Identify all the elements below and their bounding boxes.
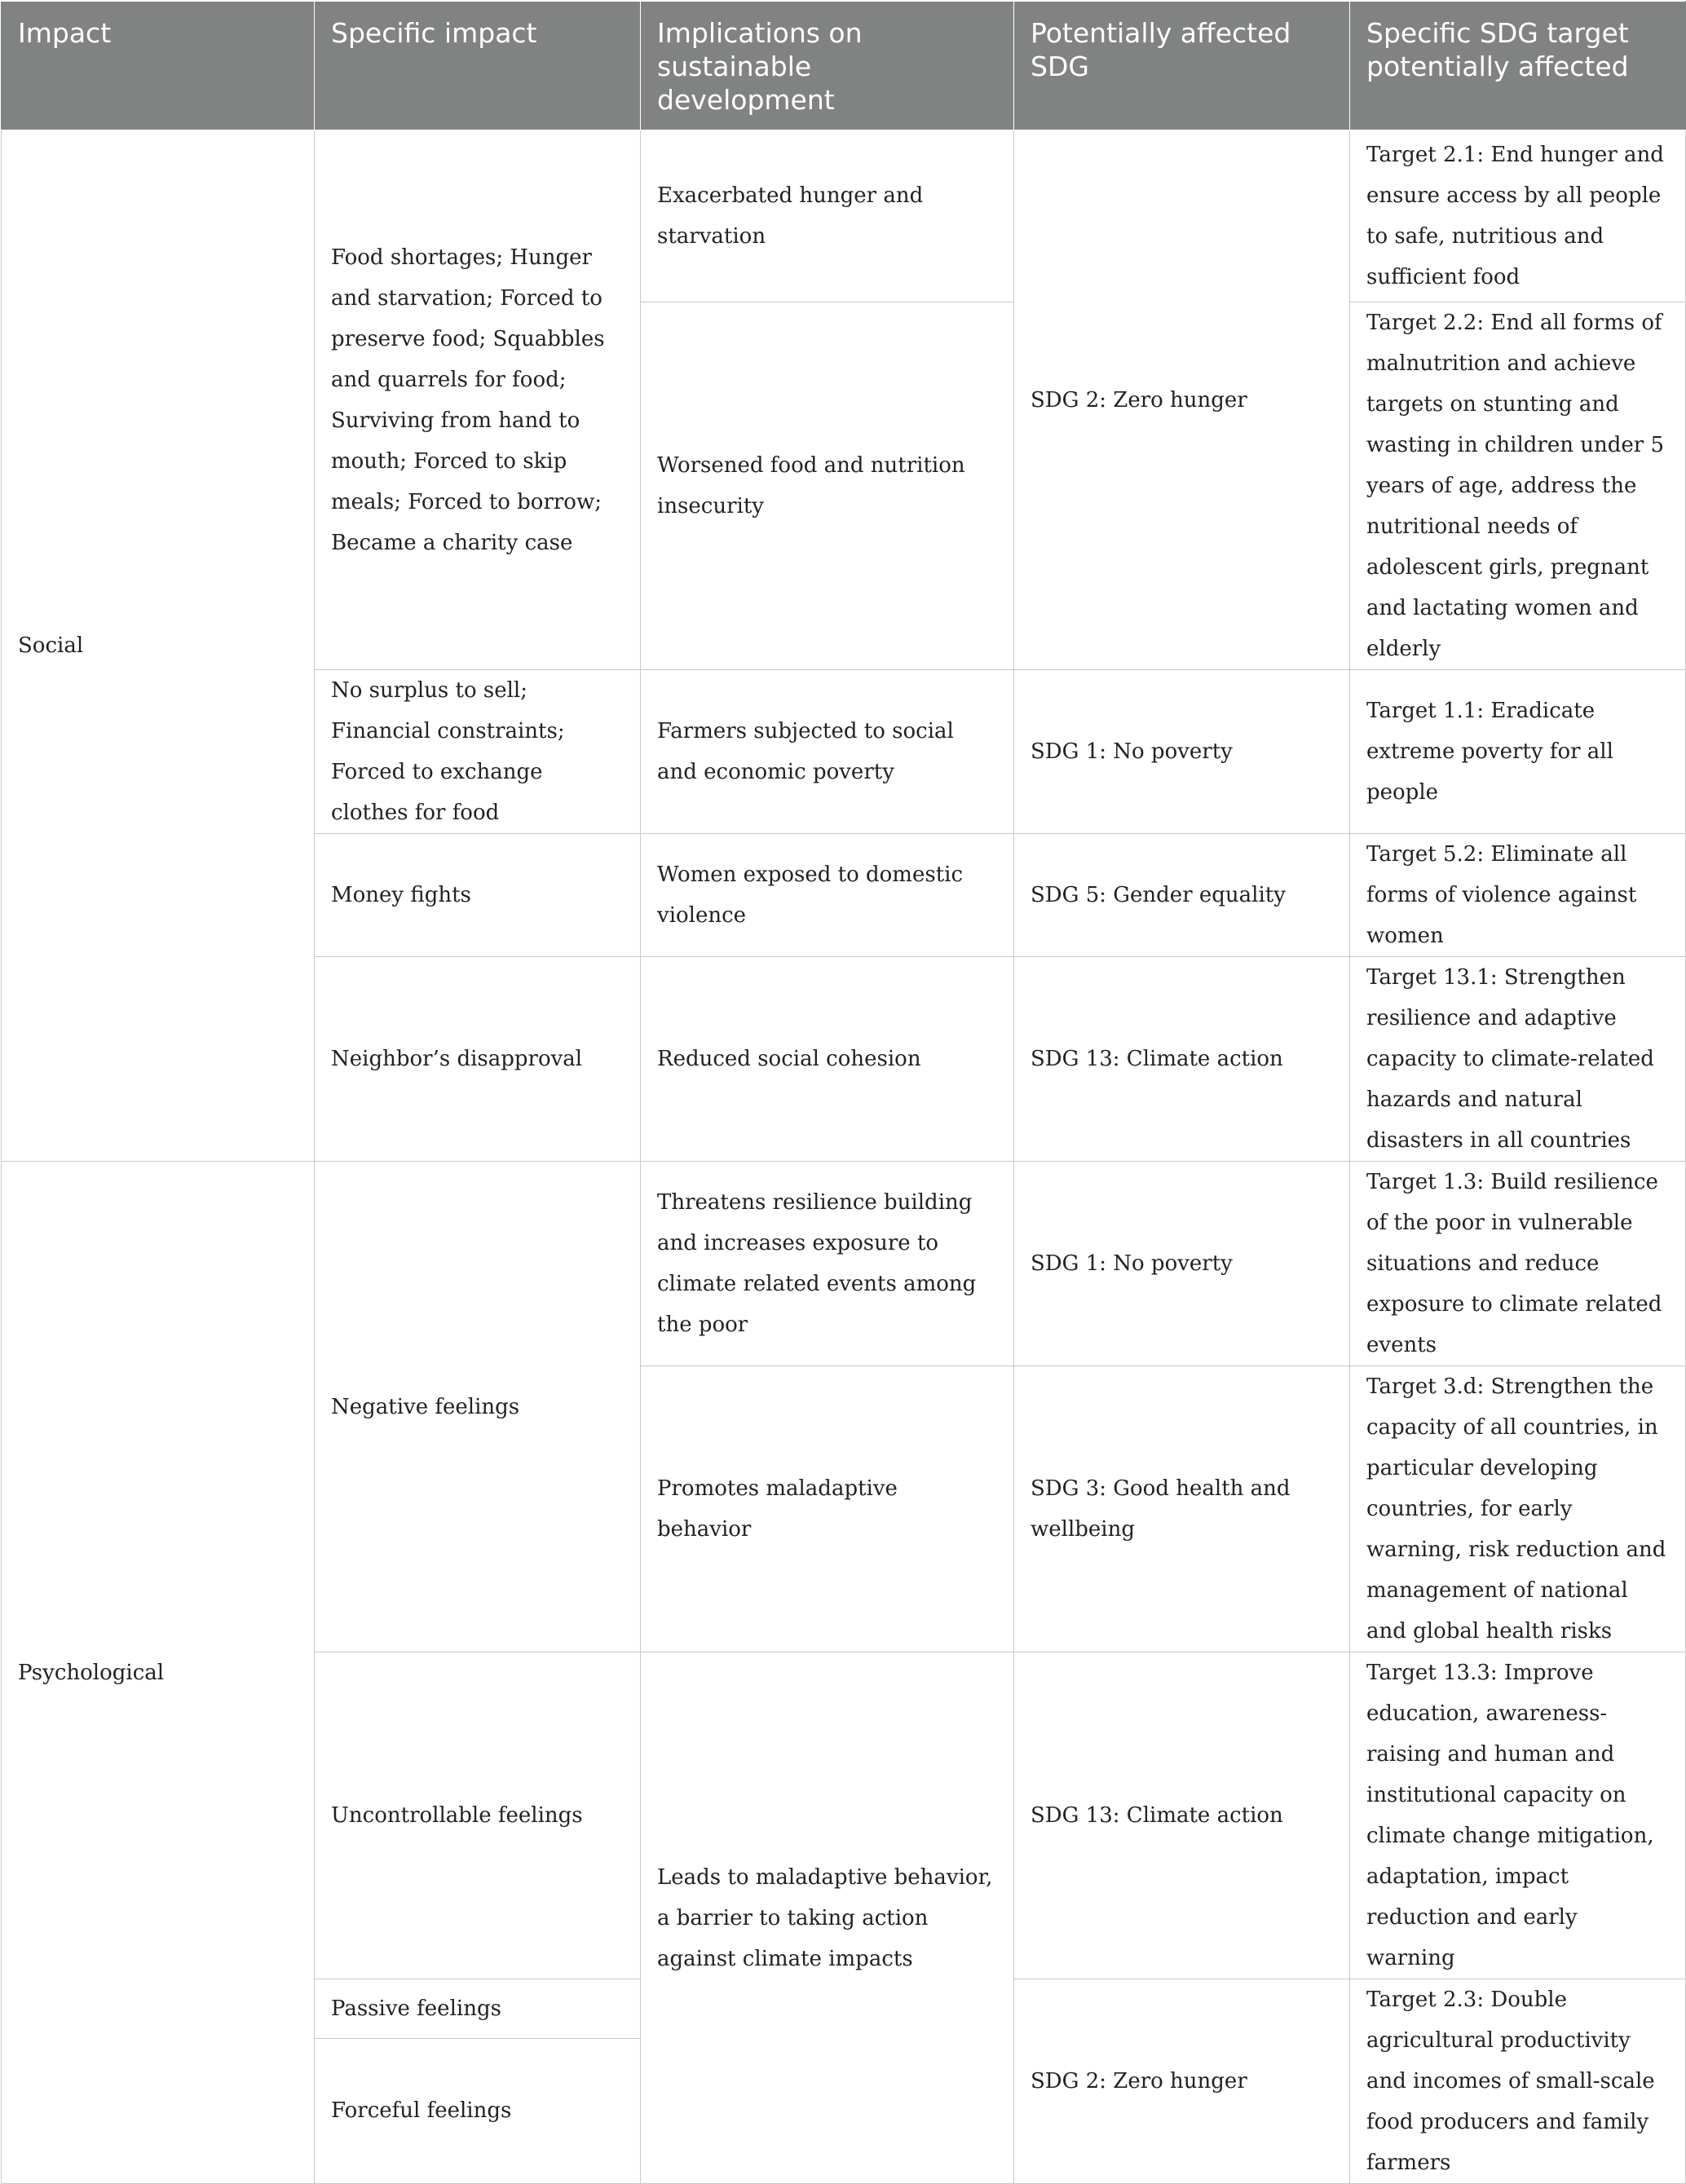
sdg-1-no-poverty: SDG 1: No poverty — [1014, 1162, 1350, 1366]
impact-social: Social — [2, 130, 315, 1162]
header-impact: Impact — [2, 2, 315, 130]
sdg-3-good-health: SDG 3: Good health and wellbeing — [1014, 1366, 1350, 1652]
specific-passive-feelings: Passive feelings — [315, 1979, 641, 2039]
target-2-1: Target 2.1: End hunger and ensure access by all people to safe, nutritious and sufficient food — [1350, 130, 1686, 302]
implication-nutrition: Worsened food and nutrition insecurity — [641, 302, 1014, 670]
target-3-d: Target 3.d: Strengthen the capacity of all countries, in particular developing countries, for early warning, risk reduction and management of national and global health risks — [1350, 1366, 1686, 1652]
sdg-impacts-table — [1, 1, 1686, 1162]
sdg-2-zero-hunger: SDG 2: Zero hunger — [1014, 130, 1350, 670]
specific-money-fights: Money fights — [315, 834, 641, 957]
implication-barrier: Leads to maladaptive behavior, a barrier to taking action against climate impacts — [641, 1652, 1014, 2184]
header-implications: Implications on sustainable development — [641, 2, 1014, 130]
sdg-impacts-table-psychological — [1, 1161, 1686, 2184]
implication-domestic-violence: Women exposed to domestic violence — [641, 834, 1014, 957]
sdg-13-climate-action: SDG 13: Climate action — [1014, 957, 1350, 1162]
header-specific-impact: Specific impact — [315, 2, 641, 130]
specific-no-surplus: No surplus to sell; Financial constraints; Forced to exchange clothes for food — [315, 670, 641, 834]
header-affected-sdg: Potentially affected SDG — [1014, 2, 1350, 130]
target-13-1: Target 13.1: Strengthen resilience and adaptive capacity to climate-related hazards and natural disasters in all countries — [1350, 957, 1686, 1162]
implication-social-cohesion: Reduced social cohesion — [641, 957, 1014, 1162]
specific-negative-feelings: Negative feelings — [315, 1162, 641, 1652]
sdg-13-climate-action: SDG 13: Climate action — [1014, 1652, 1350, 1979]
target-5-2: Target 5.2: Eliminate all forms of violence against women — [1350, 834, 1686, 957]
header-sdg-target: Specific SDG target potentially affected — [1350, 2, 1686, 130]
sdg-1-no-poverty: SDG 1: No poverty — [1014, 670, 1350, 834]
target-1-1: Target 1.1: Eradicate extreme poverty for all people — [1350, 670, 1686, 834]
implication-resilience: Threatens resilience building and increases exposure to climate related events among the poor — [641, 1162, 1014, 1366]
specific-food-shortages: Food shortages; Hunger and starvation; Forced to preserve food; Squabbles and quarrels for food; Surviving from hand to mouth; Forced to skip meals; Forced to borrow; Became a charity case — [315, 130, 641, 670]
target-2-2: Target 2.2: End all forms of malnutrition and achieve targets on stunting and wasting in children under 5 years of age, address the nutritional needs of adolescent girls, pregnant and lactating women and elderly — [1350, 302, 1686, 670]
table-row — [2, 130, 1686, 302]
table-row — [2, 1162, 1686, 1366]
sdg-5-gender-equality: SDG 5: Gender equality — [1014, 834, 1350, 957]
target-1-3: Target 1.3: Build resilience of the poor in vulnerable situations and reduce exposure to climate related events — [1350, 1162, 1686, 1366]
specific-neighbor-disapproval: Neighbor’s disapproval — [315, 957, 641, 1162]
impact-psychological: Psychological — [2, 1162, 315, 2184]
header-row — [2, 2, 1686, 130]
target-13-3: Target 13.3: Improve education, awareness-raising and human and institutional capacity on climate change mitigation, adaptation, impact reduction and early warning — [1350, 1652, 1686, 1979]
specific-uncontrollable-feelings: Uncontrollable feelings — [315, 1652, 641, 1979]
sdg-2-zero-hunger: SDG 2: Zero hunger — [1014, 1979, 1350, 2184]
implication-poverty: Farmers subjected to social and economic poverty — [641, 670, 1014, 834]
implication-hunger: Exacerbated hunger and starvation — [641, 130, 1014, 302]
target-2-3: Target 2.3: Double agricultural productivity and incomes of small-scale food producers and family farmers — [1350, 1979, 1686, 2184]
implication-maladaptive: Promotes maladaptive behavior — [641, 1366, 1014, 1652]
specific-forceful-feelings: Forceful feelings — [315, 2038, 641, 2183]
